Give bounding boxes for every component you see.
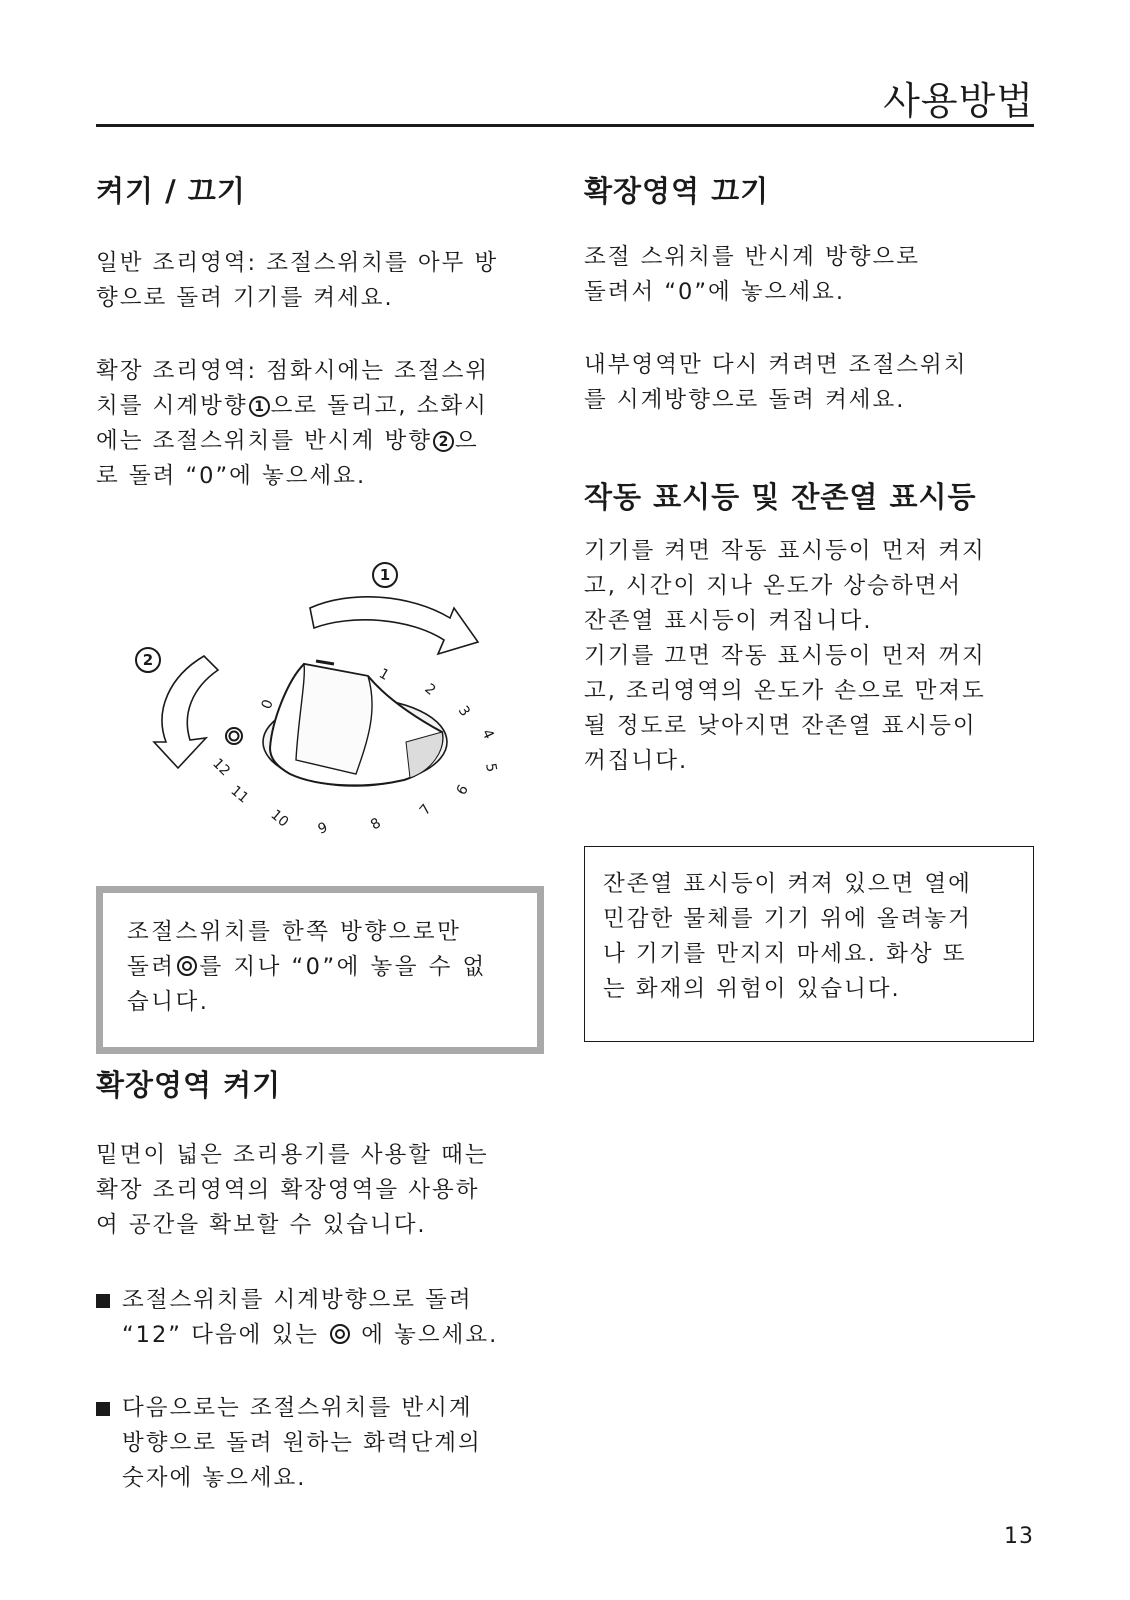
knob-indicator-line: [316, 661, 334, 664]
heading-extension-on: 확장영역 켜기: [96, 1068, 282, 1102]
onoff-paragraph-1: [96, 246, 544, 316]
callout-1: [373, 563, 397, 587]
text-segment: 에 놓으세요.: [361, 1322, 499, 1348]
dial-number-8: 8: [368, 815, 384, 834]
text-line: 밑면이 넓은 조리용기를 사용할 때는: [96, 1142, 489, 1168]
extension-off-paragraph-2: [584, 348, 1034, 418]
text-segment: “12” 다음에 있는: [122, 1322, 319, 1348]
text-line: 다음으로는 조절스위치를 반시계: [122, 1395, 473, 1421]
knob-grip: [296, 664, 372, 774]
dial-number-3: 3: [454, 703, 473, 720]
circled-1-icon: 1: [249, 396, 270, 417]
dial-number-1: 1: [376, 665, 392, 684]
text-line: 내부영역만 다시 켜려면 조절스위치: [584, 352, 968, 378]
text-line: 조절 스위치를 반시계 방향으로: [584, 244, 921, 270]
text-line: 숫자에 놓으세요.: [122, 1465, 307, 1491]
onoff-paragraph-2: [96, 354, 544, 494]
text-line: 돌려서 “0”에 놓으세요.: [584, 279, 845, 305]
dial-number-4: 4: [478, 726, 497, 742]
text-line: 방향으로 돌려 원하는 화력단계의: [122, 1430, 482, 1456]
text-line: 고, 조리영역의 온도가 손으로 만져도: [584, 678, 986, 704]
dial-number-7: 7: [416, 801, 435, 819]
knob-illustration: [120, 560, 540, 860]
heading-extension-off: 확장영역 끄기: [584, 174, 770, 208]
page-number: 13: [1004, 1524, 1034, 1549]
note-text: [127, 915, 513, 1020]
bullet-item-1: [96, 1283, 544, 1353]
svg-text:1: 1: [379, 566, 391, 584]
text-line: 잔존열 표시등이 켜집니다.: [584, 608, 873, 634]
text-segment: 를 지나 “0”에 놓을 수 없: [199, 954, 487, 980]
text-line: 고, 시간이 지나 온도가 상승하면서: [584, 573, 963, 599]
heading-on-off: 켜기 / 끄기: [96, 174, 246, 208]
text-line: 나 기기를 만지지 마세요. 화상 또: [603, 941, 967, 967]
note-box: [96, 886, 544, 1054]
text-line: 민감한 물체를 기기 위에 올려놓거: [603, 906, 972, 932]
text-line: 잔존열 표시등이 켜져 있으면 열에: [603, 871, 972, 897]
clockwise-arrow-icon: [310, 597, 478, 654]
text-line: 향으로 돌려 기기를 켜세요.: [96, 285, 394, 311]
dial-number-5: 5: [482, 761, 500, 774]
text-line: 는 화재의 위험이 있습니다.: [603, 976, 901, 1002]
text-line: 로 돌려 “0”에 놓으세요.: [96, 463, 367, 489]
extension-on-paragraph: [96, 1138, 544, 1243]
indicators-paragraph: [584, 534, 1034, 779]
svg-text:2: 2: [142, 651, 154, 669]
text-segment: 돌려: [127, 954, 176, 980]
extension-on-section: [96, 1064, 544, 1496]
text-line: 확장 조리영역: 점화시에는 조절스위: [96, 358, 490, 384]
text-line: 될 정도로 낮아지면 잔존열 표시등이: [584, 713, 977, 739]
text-segment: 치를 시계방향: [96, 393, 248, 419]
text-line: 일반 조리영역: 조절스위치를 아무 방: [96, 250, 499, 276]
text-line: 확장 조리영역의 확장영역을 사용하: [96, 1177, 480, 1203]
warning-text: [603, 867, 1017, 1007]
callout-2: [136, 648, 160, 672]
extension-symbol-icon: [177, 956, 197, 976]
text-line: 여 공간을 확보할 수 있습니다.: [96, 1212, 427, 1238]
extension-symbol-icon: [226, 728, 242, 744]
dial-number-0: 0: [258, 697, 277, 712]
text-line: 조절스위치를 시계방향으로 돌려: [122, 1287, 473, 1313]
text-line: 습니다.: [127, 989, 210, 1015]
counterclockwise-arrow-icon: [154, 656, 218, 768]
dial-number-9: 9: [315, 819, 330, 838]
dial-number-6: 6: [453, 782, 472, 798]
dial-number-12: 12: [209, 755, 234, 780]
dial-number-10: 10: [267, 806, 292, 831]
right-column: [584, 170, 1034, 779]
warning-box: [584, 846, 1034, 1042]
text-line: 기기를 끄면 작동 표시등이 먼저 꺼지: [584, 643, 986, 669]
text-line: 꺼집니다.: [584, 748, 689, 774]
text-segment: 에는 조절스위치를 반시계 방향: [96, 428, 433, 454]
text-segment: 으로 돌리고, 소화시: [270, 393, 488, 419]
heading-indicators: 작동 표시등 및 잔존열 표시등: [584, 480, 977, 514]
dial-number-2: 2: [421, 680, 439, 699]
extension-off-paragraph-1: [584, 240, 1034, 310]
text-line: 를 시계방향으로 돌려 켜세요.: [584, 387, 906, 413]
dial-number-11: 11: [227, 782, 252, 807]
extension-symbol-icon: [330, 1324, 350, 1344]
text-line: 조절스위치를 한쪽 방향으로만: [127, 919, 462, 945]
page-title: 사용방법: [883, 79, 1034, 123]
circled-2-icon: 2: [433, 431, 454, 452]
text-segment: 으: [455, 428, 479, 454]
bullet-item-2: [96, 1391, 544, 1496]
text-line: 기기를 켜면 작동 표시등이 먼저 켜지: [584, 538, 986, 564]
title-rule: [96, 124, 1034, 127]
left-column: [96, 170, 544, 494]
